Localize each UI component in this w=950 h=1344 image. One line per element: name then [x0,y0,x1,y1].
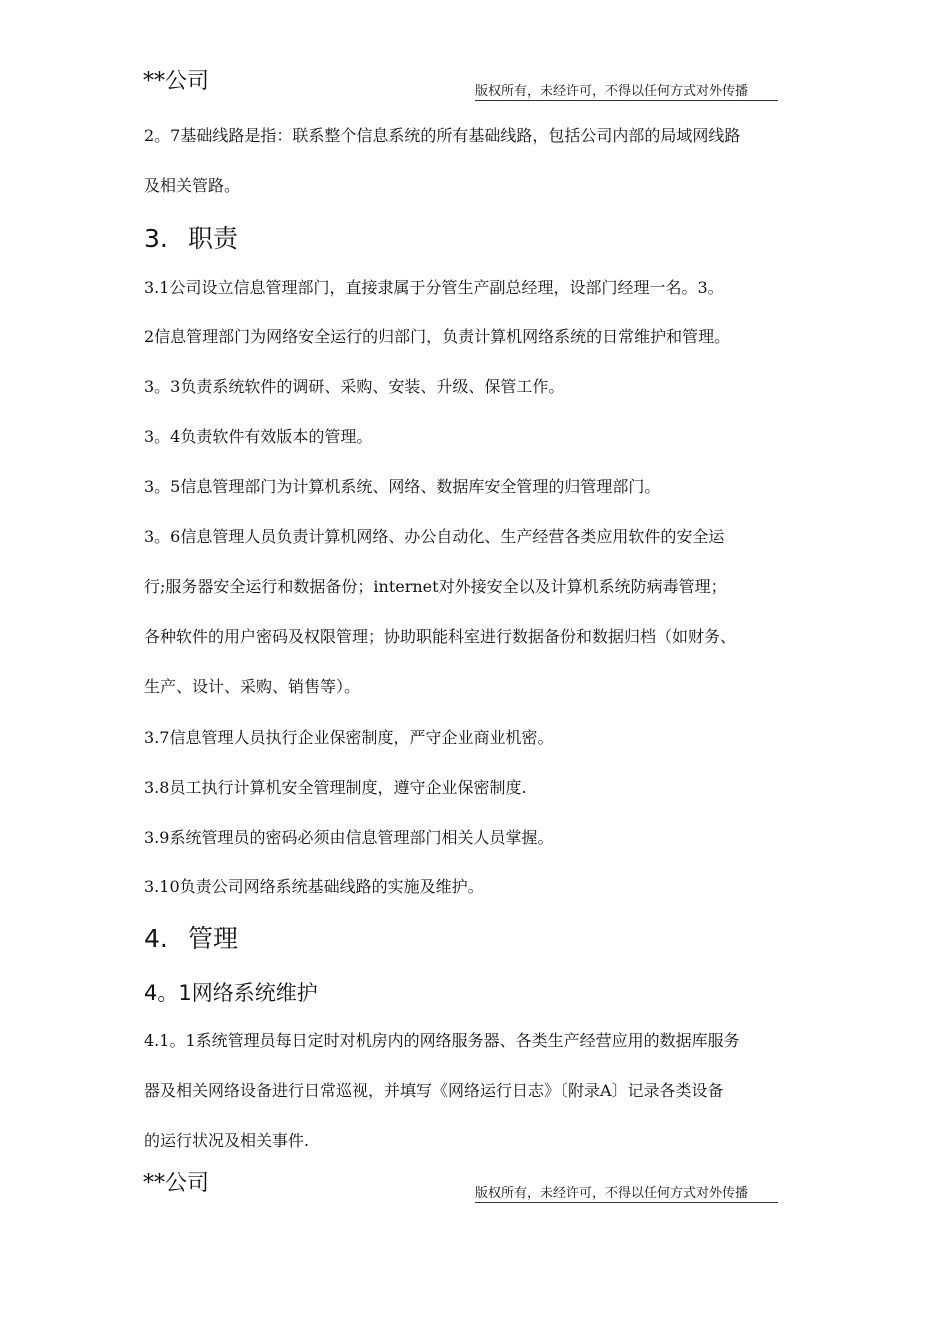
footer-company: **公司 [143,1171,210,1196]
section-number: 4. [144,924,168,953]
body-line: 3.1公司设立信息管理部门，直接隶属于分管生产副总经理，设部门经理一名。3。 [144,278,724,297]
body-line: 各种软件的用户密码及权限管理；协助职能科室进行数据备份和数据归档（如财务、 [144,627,737,646]
body-line: 3.10负责公司网络系统基础线路的实施及维护。 [144,877,484,896]
section-heading-4 [144,924,238,954]
body-line: 3。3负责系统软件的调研、采购、安装、升级、保管工作。 [144,377,565,396]
subsection-heading-4-1: 4。1网络系统维护 [144,981,318,1005]
body-line: 2信息管理部门为网络安全运行的归部门，负责计算机网络系统的日常维护和管理。 [144,327,731,346]
body-line: 及相关管路。 [144,176,241,195]
body-line: 3.9系统管理员的密码必须由信息管理部门相关人员掌握。 [144,828,554,847]
header-company: **公司 [143,69,210,94]
body-line: 的运行状况及相关事件. [144,1131,310,1150]
header-copyright: 版权所有，未经许可，不得以任何方式对外传播 [475,84,778,101]
body-line: 3。6信息管理人员负责计算机网络、办公自动化、生产经营各类应用软件的安全运 [144,527,725,546]
body-line: 器及相关网络设备进行日常巡视，并填写《网络运行日志》〔附录A〕记录各类设备 [144,1081,724,1100]
section-heading-3 [144,224,238,254]
body-line: 3。5信息管理部门为计算机系统、网络、数据库安全管理的归管理部门。 [144,477,661,496]
body-line: 行;服务器安全运行和数据备份；internet对外接安全以及计算机系统防病毒管理； [144,577,727,596]
body-line: 3。4负责软件有效版本的管理。 [144,427,373,446]
section-number: 3. [144,224,168,253]
section-title: 管理 [188,924,239,953]
body-line: 生产、设计、采购、销售等）。 [144,677,361,696]
body-line: 3.7信息管理人员执行企业保密制度，严守企业商业机密。 [144,728,554,747]
section-title: 职责 [188,224,239,253]
body-line: 2。7基础线路是指：联系整个信息系统的所有基础线路，包括公司内部的局域网线路 [144,126,741,145]
footer-copyright: 版权所有，未经许可，不得以任何方式对外传播 [475,1186,778,1203]
body-line: 3.8员工执行计算机安全管理制度，遵守企业保密制度. [144,778,527,797]
body-line: 4.1。1系统管理员每日定时对机房内的网络服务器、各类生产经营应用的数据库服务 [144,1031,740,1050]
